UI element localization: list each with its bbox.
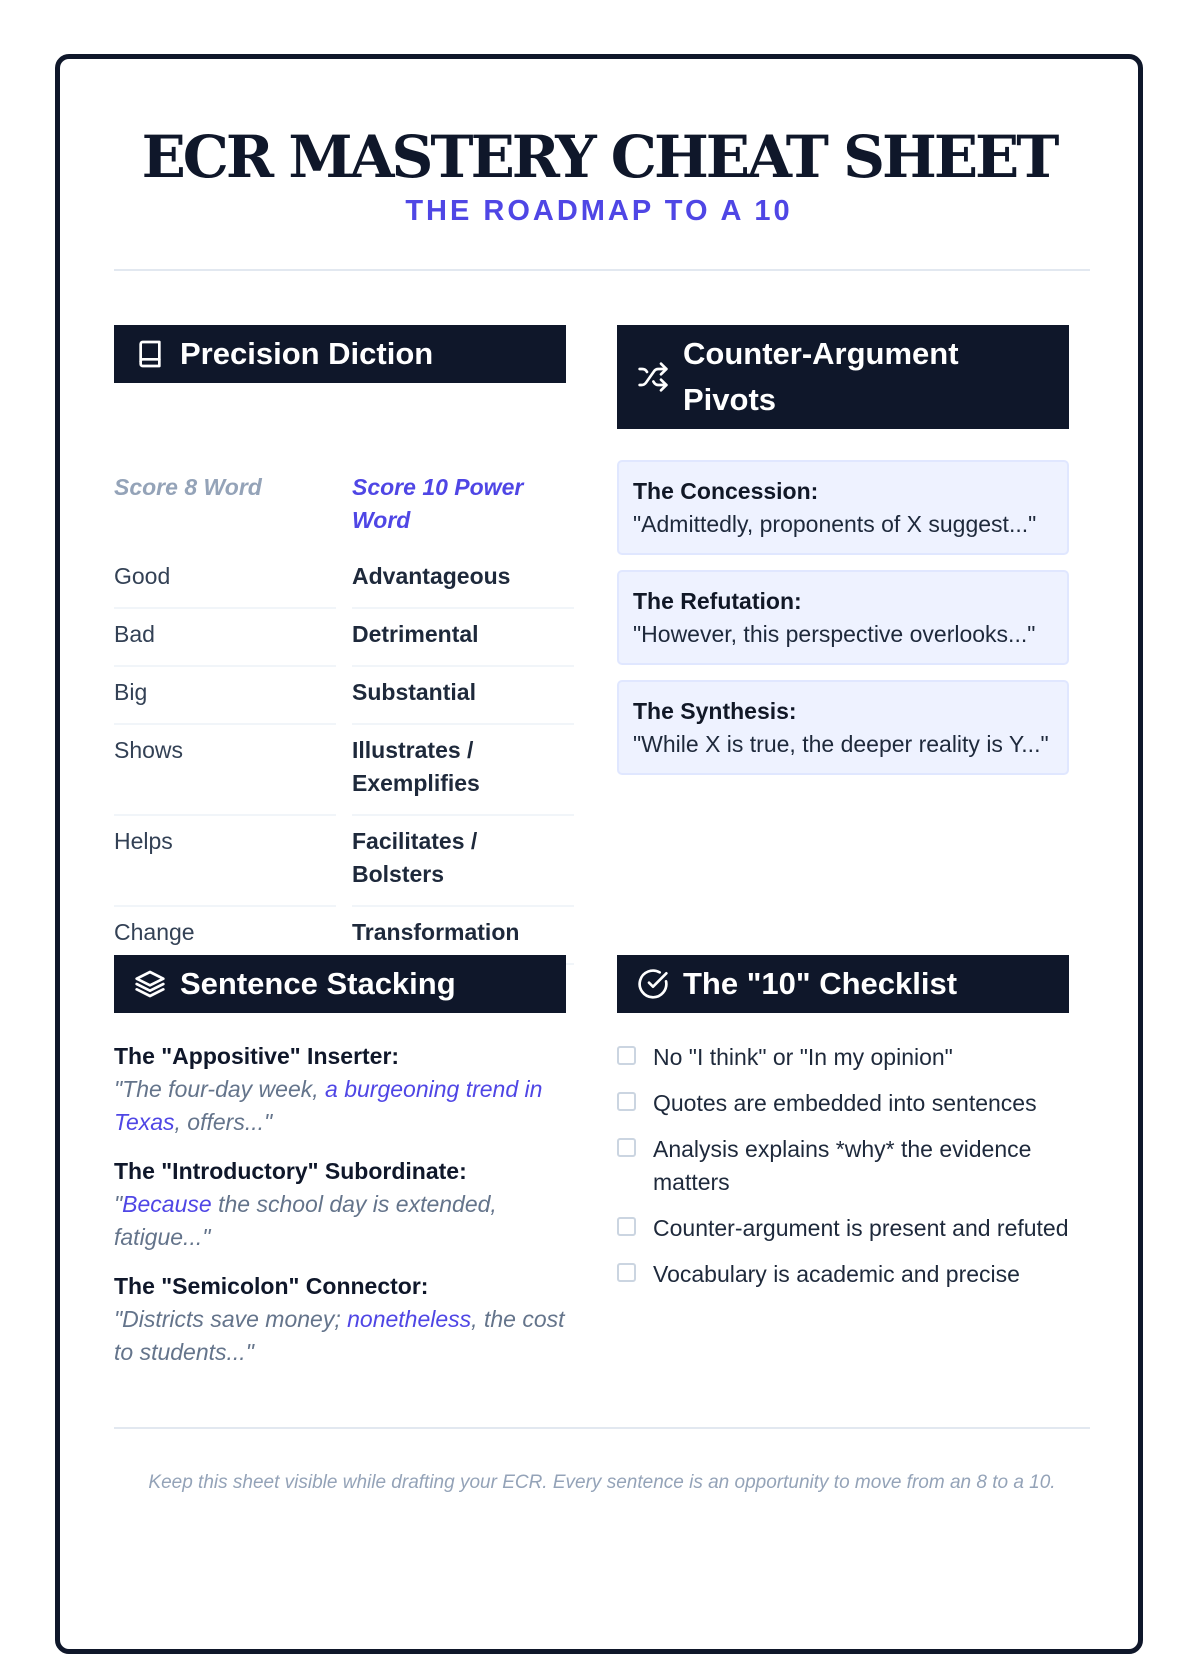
power-word: Advantageous bbox=[352, 551, 574, 609]
example-highlight: nonetheless bbox=[347, 1306, 472, 1332]
checklist-label: No "I think" or "In my opinion" bbox=[653, 1044, 953, 1070]
footer-note: Keep this sheet visible while drafting your ECR. Every sentence is an opportunity to move from an 8 to a 10. bbox=[148, 1472, 1056, 1493]
pivot-title: The Refutation: bbox=[633, 588, 802, 614]
checklist-label: Analysis explains *why* the evidence matters bbox=[653, 1136, 1032, 1195]
stacking-item bbox=[114, 1040, 566, 1139]
footer-divider bbox=[114, 1427, 1090, 1429]
stacking-example bbox=[114, 1303, 566, 1369]
checklist-item[interactable] bbox=[617, 1212, 1069, 1245]
checkbox[interactable] bbox=[617, 1046, 636, 1065]
power-word: Transformation bbox=[352, 907, 574, 965]
checklist-label: Quotes are embedded into sentences bbox=[653, 1090, 1037, 1116]
checkbox[interactable] bbox=[617, 1217, 636, 1236]
checklist-label: Vocabulary is academic and precise bbox=[653, 1261, 1020, 1287]
power-word: Illustrates / Exemplifies bbox=[352, 725, 574, 816]
basic-word: Shows bbox=[114, 725, 336, 816]
basic-word: Change bbox=[114, 907, 336, 965]
example-text: " bbox=[114, 1191, 123, 1217]
stacking-title: The "Appositive" Inserter: bbox=[114, 1043, 400, 1069]
header-divider bbox=[114, 269, 1090, 271]
power-word: Facilitates / Bolsters bbox=[352, 816, 574, 907]
stacking-item bbox=[114, 1270, 566, 1369]
diction-table bbox=[114, 471, 574, 965]
section-header-checklist bbox=[617, 955, 1069, 1013]
stacking-heading: Sentence Stacking bbox=[180, 966, 456, 1001]
basic-word: Helps bbox=[114, 816, 336, 907]
stacking-example bbox=[114, 1073, 566, 1139]
stacking-title: The "Introductory" Subordinate: bbox=[114, 1158, 467, 1184]
table-row bbox=[114, 816, 574, 907]
checklist-item[interactable] bbox=[617, 1087, 1069, 1120]
layers-icon bbox=[134, 968, 166, 1000]
example-text: "The four-day week, bbox=[114, 1076, 326, 1102]
section-header-diction bbox=[114, 325, 566, 383]
cheat-sheet-card bbox=[55, 54, 1143, 1654]
basic-word: Good bbox=[114, 551, 336, 609]
example-text: the school day is extended, fatigue..." bbox=[114, 1191, 497, 1250]
pivot-text: "Admittedly, proponents of X suggest..." bbox=[633, 511, 1037, 537]
example-text: , offers..." bbox=[174, 1109, 273, 1135]
table-row bbox=[114, 667, 574, 725]
checklist-item[interactable] bbox=[617, 1041, 1069, 1074]
checklist bbox=[617, 1041, 1069, 1304]
diction-heading: Precision Diction bbox=[180, 336, 434, 371]
basic-word: Bad bbox=[114, 609, 336, 667]
stacking-list bbox=[114, 1040, 566, 1385]
pivot-text: "However, this perspective overlooks..." bbox=[633, 621, 1036, 647]
stacking-title: The "Semicolon" Connector: bbox=[114, 1273, 429, 1299]
section-header-pivots bbox=[617, 325, 1069, 429]
table-row bbox=[114, 725, 574, 816]
pivot-title: The Concession: bbox=[633, 478, 819, 504]
col-header-score10: Score 10 Power Word bbox=[352, 474, 524, 533]
pivots-heading: Counter-Argument Pivots bbox=[683, 336, 959, 417]
page-title: ECR MASTERY CHEAT SHEET bbox=[141, 123, 1057, 191]
example-text: "Districts save money; bbox=[114, 1306, 348, 1332]
checkbox[interactable] bbox=[617, 1092, 636, 1111]
checklist-item[interactable] bbox=[617, 1258, 1069, 1291]
diction-table-header bbox=[114, 471, 574, 551]
example-highlight: Because bbox=[122, 1191, 212, 1217]
pivot-title: The Synthesis: bbox=[633, 698, 797, 724]
pivot-concession bbox=[617, 460, 1069, 555]
pivot-list bbox=[617, 460, 1069, 790]
shuffle-icon bbox=[637, 361, 669, 393]
checklist-heading: The "10" Checklist bbox=[683, 966, 958, 1001]
power-word: Substantial bbox=[352, 667, 574, 725]
col-header-score8: Score 8 Word bbox=[114, 474, 262, 500]
basic-word: Big bbox=[114, 667, 336, 725]
checkbox[interactable] bbox=[617, 1263, 636, 1282]
pivot-refutation bbox=[617, 570, 1069, 665]
pivot-synthesis bbox=[617, 680, 1069, 775]
checkbox[interactable] bbox=[617, 1138, 636, 1157]
page-subtitle: THE ROADMAP TO A 10 bbox=[405, 195, 793, 227]
checklist-item[interactable] bbox=[617, 1133, 1069, 1199]
check-circle-icon bbox=[637, 968, 669, 1000]
example-text: , the cost to students..." bbox=[114, 1306, 565, 1365]
table-row bbox=[114, 551, 574, 609]
stacking-example bbox=[114, 1188, 566, 1254]
stacking-item bbox=[114, 1155, 566, 1254]
book-icon bbox=[134, 338, 166, 370]
pivot-text: "While X is true, the deeper reality is Y..." bbox=[633, 731, 1049, 757]
checklist-label: Counter-argument is present and refuted bbox=[653, 1215, 1069, 1241]
example-highlight: a burgeoning trend in Texas bbox=[114, 1076, 543, 1135]
power-word: Detrimental bbox=[352, 609, 574, 667]
table-row bbox=[114, 609, 574, 667]
section-header-stacking bbox=[114, 955, 566, 1013]
